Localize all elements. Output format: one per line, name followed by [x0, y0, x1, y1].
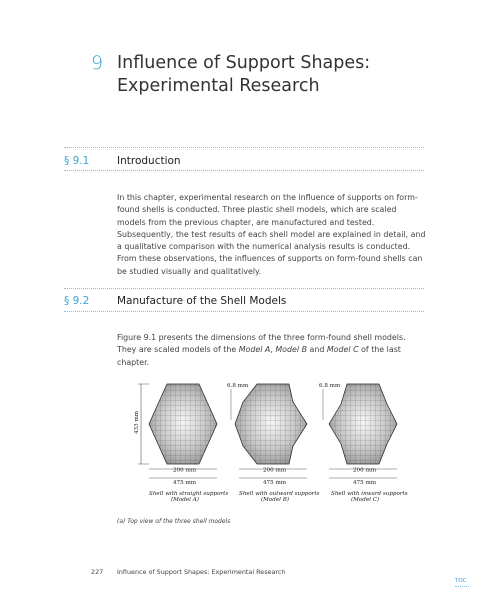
model-b-caption: Shell with outward supports	[239, 491, 320, 497]
model-b-width: 200 mm	[263, 467, 287, 474]
model-b-span: 475 mm	[263, 480, 287, 486]
model-c-offset: 6.8 mm	[319, 383, 341, 389]
toc-link[interactable]: TOC	[455, 578, 467, 584]
model-c-caption-sub: (Model C)	[351, 497, 380, 503]
model-b-caption-sub: (Model B)	[261, 497, 290, 503]
model-a-span: 475 mm	[173, 480, 197, 486]
section-divider	[64, 288, 424, 289]
section-divider	[64, 170, 424, 171]
model-b-ref: Model B	[275, 345, 307, 355]
manufacture-paragraph: Figure 9.1 presents the dimensions of the three form-found shell models. They are scaled models of the Model A, Model B and Model C of the last chapter.	[117, 333, 406, 367]
model-b-shell	[235, 384, 307, 464]
height-label: 433 mm	[134, 410, 140, 434]
running-footer-title: Influence of Support Shapes: Experimental Research	[117, 568, 286, 576]
section-mark-9-2: § 9.2	[64, 295, 90, 307]
section-divider	[64, 311, 424, 312]
model-a-width: 200 mm	[173, 467, 197, 474]
model-c-span: 475 mm	[353, 480, 377, 486]
toc-underline	[455, 586, 469, 587]
model-a-shell	[149, 384, 217, 464]
model-b-offset: 6.8 mm	[227, 383, 249, 389]
model-a-caption-sub: (Model A)	[171, 497, 199, 503]
model-a-ref: Model A	[238, 345, 271, 355]
section-title-manufacture: Manufacture of the Shell Models	[117, 295, 287, 307]
section-divider	[64, 147, 424, 148]
chapter-number: 9	[91, 52, 104, 74]
model-c-caption: Shell with inward supports	[331, 491, 408, 497]
section-title-introduction: Introduction	[117, 155, 181, 167]
page-number: 227	[91, 568, 104, 576]
chapter-title: Influence of Support Shapes: Experimental Research	[117, 53, 371, 96]
model-a-caption: Shell with straight supports	[149, 491, 229, 497]
intro-paragraph: In this chapter, experimental research on the influence of supports on form-found shells is conducted. Three plastic shell models, which are scaled models from the previous chapter, are manufactured and tested. Subsequently, the test results of each shell model are explained in detail, and a qualitative comparison with the numerical analysis results is conducted. From these observations, the influences of supports on form-found shells can be studied visually and qualitatively.	[117, 193, 426, 276]
shell-models-figure	[135, 380, 425, 510]
model-c-shell	[329, 384, 397, 464]
section-mark-9-1: § 9.1	[64, 155, 90, 167]
model-c-ref: Model C	[326, 345, 359, 355]
model-c-width: 200 mm	[353, 467, 377, 474]
figure-sub-caption: (a) Top view of the three shell models	[117, 518, 231, 525]
